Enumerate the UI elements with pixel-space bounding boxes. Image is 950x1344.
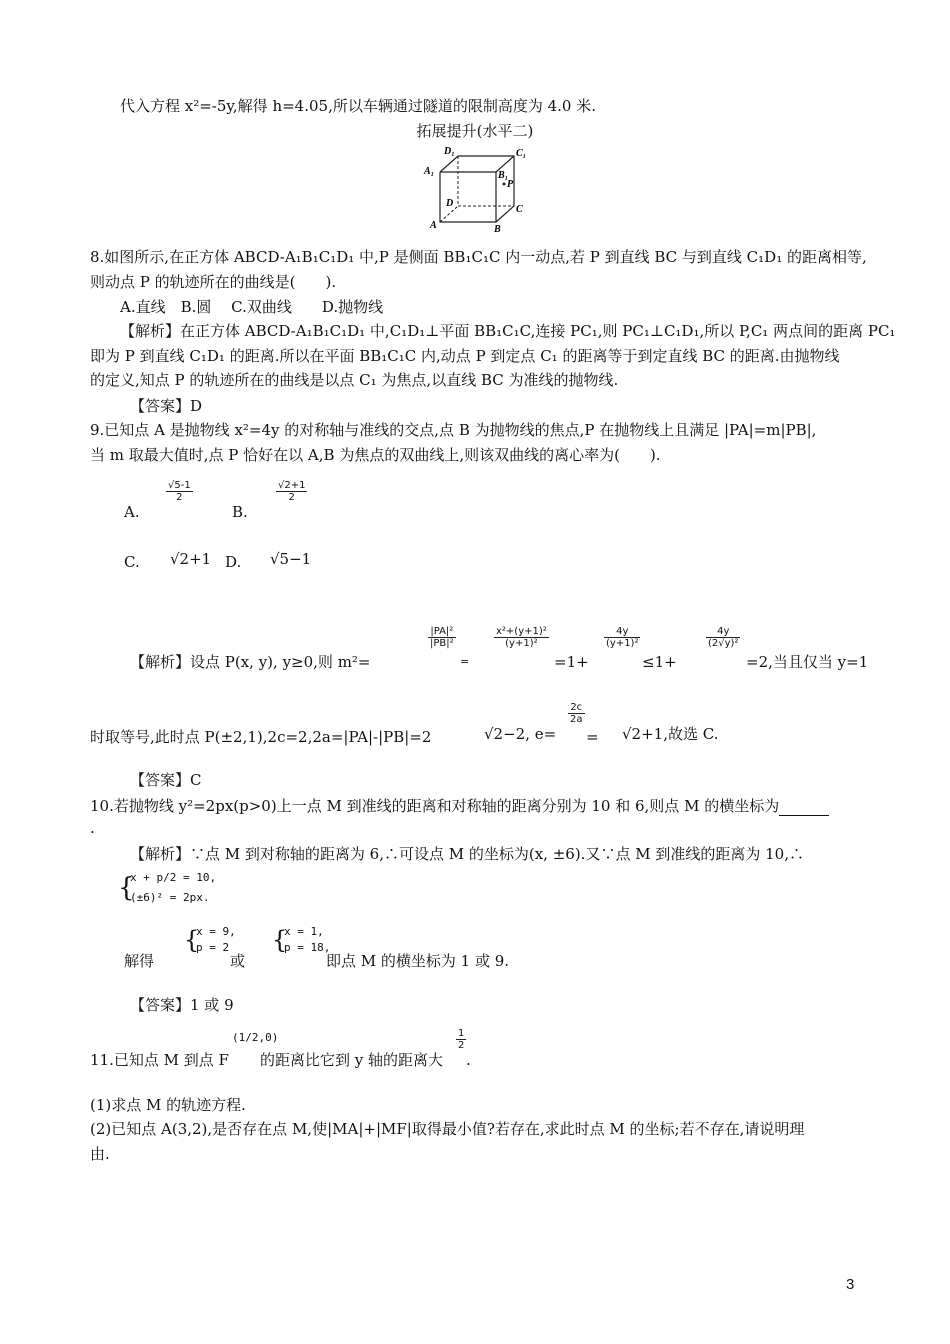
brace-icon: { xyxy=(272,926,288,954)
q10-line-1-text: 10.若抛物线 y²=2px(p>0)上一点 M 到准线的距离和对称轴的距离分别为 10 和 6,则点 M 的横坐标为 xyxy=(90,797,780,815)
q10-line-2: . xyxy=(90,819,95,837)
section-heading: 拓展提升(水平二) xyxy=(416,122,534,140)
q9-fraction-1: $\frac{\text{|PA|²}}{\text{|PB|²}}$ xyxy=(430,626,454,649)
q8-solution-2: 即为 P 到直线 C₁D₁ 的距离.所以在平面 BB₁C₁C 内,动点 P 到定点 C₁ 的距离等于到定直线 BC 的距离.由抛物线 xyxy=(90,347,840,365)
q9-answer: 【答案】C xyxy=(130,771,202,789)
q10-solution-1: 【解析】∵点 M 到对称轴的距离为 6,∴可设点 M 的坐标为(x, ±6).又∵点 M 到准线的距离为 10,∴ xyxy=(130,845,804,863)
q8-line-1: 8.如图所示,在正方体 ABCD-A₁B₁C₁D₁ 中,P 是侧面 BB₁C₁C 内一动点,若 P 到直线 BC 与到直线 C₁D₁ 的距离相等, xyxy=(90,248,867,266)
brace-icon: { xyxy=(184,926,200,954)
q10-conclusion: 即点 M 的横坐标为 1 或 9. xyxy=(326,952,510,970)
q9-solution-2c: = xyxy=(586,728,599,746)
q10-solve-label: 解得 xyxy=(124,952,155,970)
q9-line-1: 9.已知点 A 是抛物线 x²=4y 的对称轴与准线的交点,点 B 为抛物线的焦点,P 在抛物线上且满足 |PA|=m|PB|, xyxy=(90,421,817,439)
q9-line-2: 当 m 取最大值时,点 P 恰好在以 A,B 为焦点的双曲线上,则该双曲线的离心率为( ). xyxy=(90,446,661,464)
page-number: 3 xyxy=(846,1276,855,1293)
q9-solution-2b: √2−2, e= xyxy=(484,725,557,743)
q11-part-2-cont: 由. xyxy=(90,1145,110,1163)
q9-fraction-e: $\frac{2c}{2a}$ xyxy=(570,702,583,725)
label-B1: B₁ xyxy=(498,170,509,181)
q9-fraction-4: $\frac{4y}{\text{(2√y)²}}$ xyxy=(708,626,739,649)
q11-part-2: (2)已知点 A(3,2),是否存在点 M,使|MA|+|MF|取得最小值?若存在,求此时点 M 的坐标;若不存在,请说明理 xyxy=(90,1120,805,1138)
q9-option-c-value: √2+1 xyxy=(170,550,212,568)
brace-icon: { xyxy=(118,873,135,903)
q10-solution-a2: p = 2 xyxy=(196,941,230,954)
q9-option-d: D. xyxy=(225,553,242,571)
cube-figure xyxy=(418,144,548,234)
q9-option-b-fraction: $\frac{√2+1}{2}$ xyxy=(278,480,306,503)
q8-solution-1: 【解析】在正方体 ABCD-A₁B₁C₁D₁ 中,C₁D₁⊥平面 BB₁C₁C,连接 PC₁,则 PC₁⊥C₁D₁,所以 P,C₁ 两点间的距离 PC₁ xyxy=(120,322,896,340)
q11-line-1a: 11.已知点 M 到点 F xyxy=(90,1051,229,1069)
q9-solution-1d: ≤1+ xyxy=(642,653,677,671)
q11-part-1: (1)求点 M 的轨迹方程. xyxy=(90,1096,246,1114)
q10-line-1 xyxy=(90,796,829,816)
label-D: D xyxy=(446,198,454,209)
q11-point-f: (1/2,0) xyxy=(232,1031,279,1044)
q10-or: 或 xyxy=(230,952,246,970)
text-line: 代入方程 x²=-5y,解得 h=4.05,所以车辆通过隧道的限制高度为 4.0 米. xyxy=(120,97,596,115)
q9-solution-2d: √2+1,故选 C. xyxy=(622,725,719,743)
label-C1: C₁ xyxy=(516,148,527,159)
q9-solution-1e: =2,当且仅当 y=1 xyxy=(746,653,869,671)
label-A: A xyxy=(430,220,437,231)
q9-solution-2a: 时取等号,此时点 P(±2,1),2c=2,2a=|PA|-|PB|=2 xyxy=(90,728,432,746)
q8-options: A.直线 B.圆 C.双曲线 D.抛物线 xyxy=(120,298,384,316)
q9-solution-1b: = xyxy=(460,655,470,668)
q8-answer: 【答案】D xyxy=(130,397,203,415)
q9-option-d-value: √5−1 xyxy=(270,550,312,568)
q9-fraction-2: $\frac{\text{x²+(y+1)²}}{\text{(y+1)²}}$ xyxy=(496,626,547,649)
answer-blank xyxy=(779,801,829,816)
q11-line-1c: . xyxy=(466,1051,471,1069)
label-C: C xyxy=(516,204,523,215)
label-P: P xyxy=(507,179,514,190)
q10-system-eq1: x + p/2 = 10, xyxy=(130,871,217,884)
q9-option-c: C. xyxy=(124,553,140,571)
q9-option-b: B. xyxy=(232,503,248,521)
q8-line-2: 则动点 P 的轨迹所在的曲线是( ). xyxy=(90,273,337,291)
q9-option-a: A. xyxy=(124,503,140,521)
q10-answer: 【答案】1 或 9 xyxy=(130,996,234,1014)
q9-solution-1a: 【解析】设点 P(x, y), y≥0,则 m²= xyxy=(130,653,371,671)
q9-fraction-3: $\frac{4y}{\text{(y+1)²}}$ xyxy=(606,626,639,649)
label-B: B xyxy=(494,224,501,234)
q10-system-eq2: (±6)² = 2px. xyxy=(130,891,210,904)
q10-solution-a1: x = 9, xyxy=(196,925,236,938)
label-A1: A₁ xyxy=(424,166,435,177)
label-D1: D₁ xyxy=(444,146,455,157)
q11-line-1b: 的距离比它到 y 轴的距离大 xyxy=(260,1051,444,1069)
q8-solution-3: 的定义,知点 P 的轨迹所在的曲线是以点 C₁ 为焦点,以直线 BC 为准线的抛物线. xyxy=(90,371,619,389)
q9-solution-1c: =1+ xyxy=(554,653,589,671)
q11-half-fraction: $\frac{1}{2}$ xyxy=(458,1028,465,1051)
q10-solution-b1: x = 1, xyxy=(284,925,324,938)
q10-solution-b2: p = 18, xyxy=(284,941,331,954)
q9-option-a-fraction: $\frac{√5-1}{2}$ xyxy=(168,480,191,503)
